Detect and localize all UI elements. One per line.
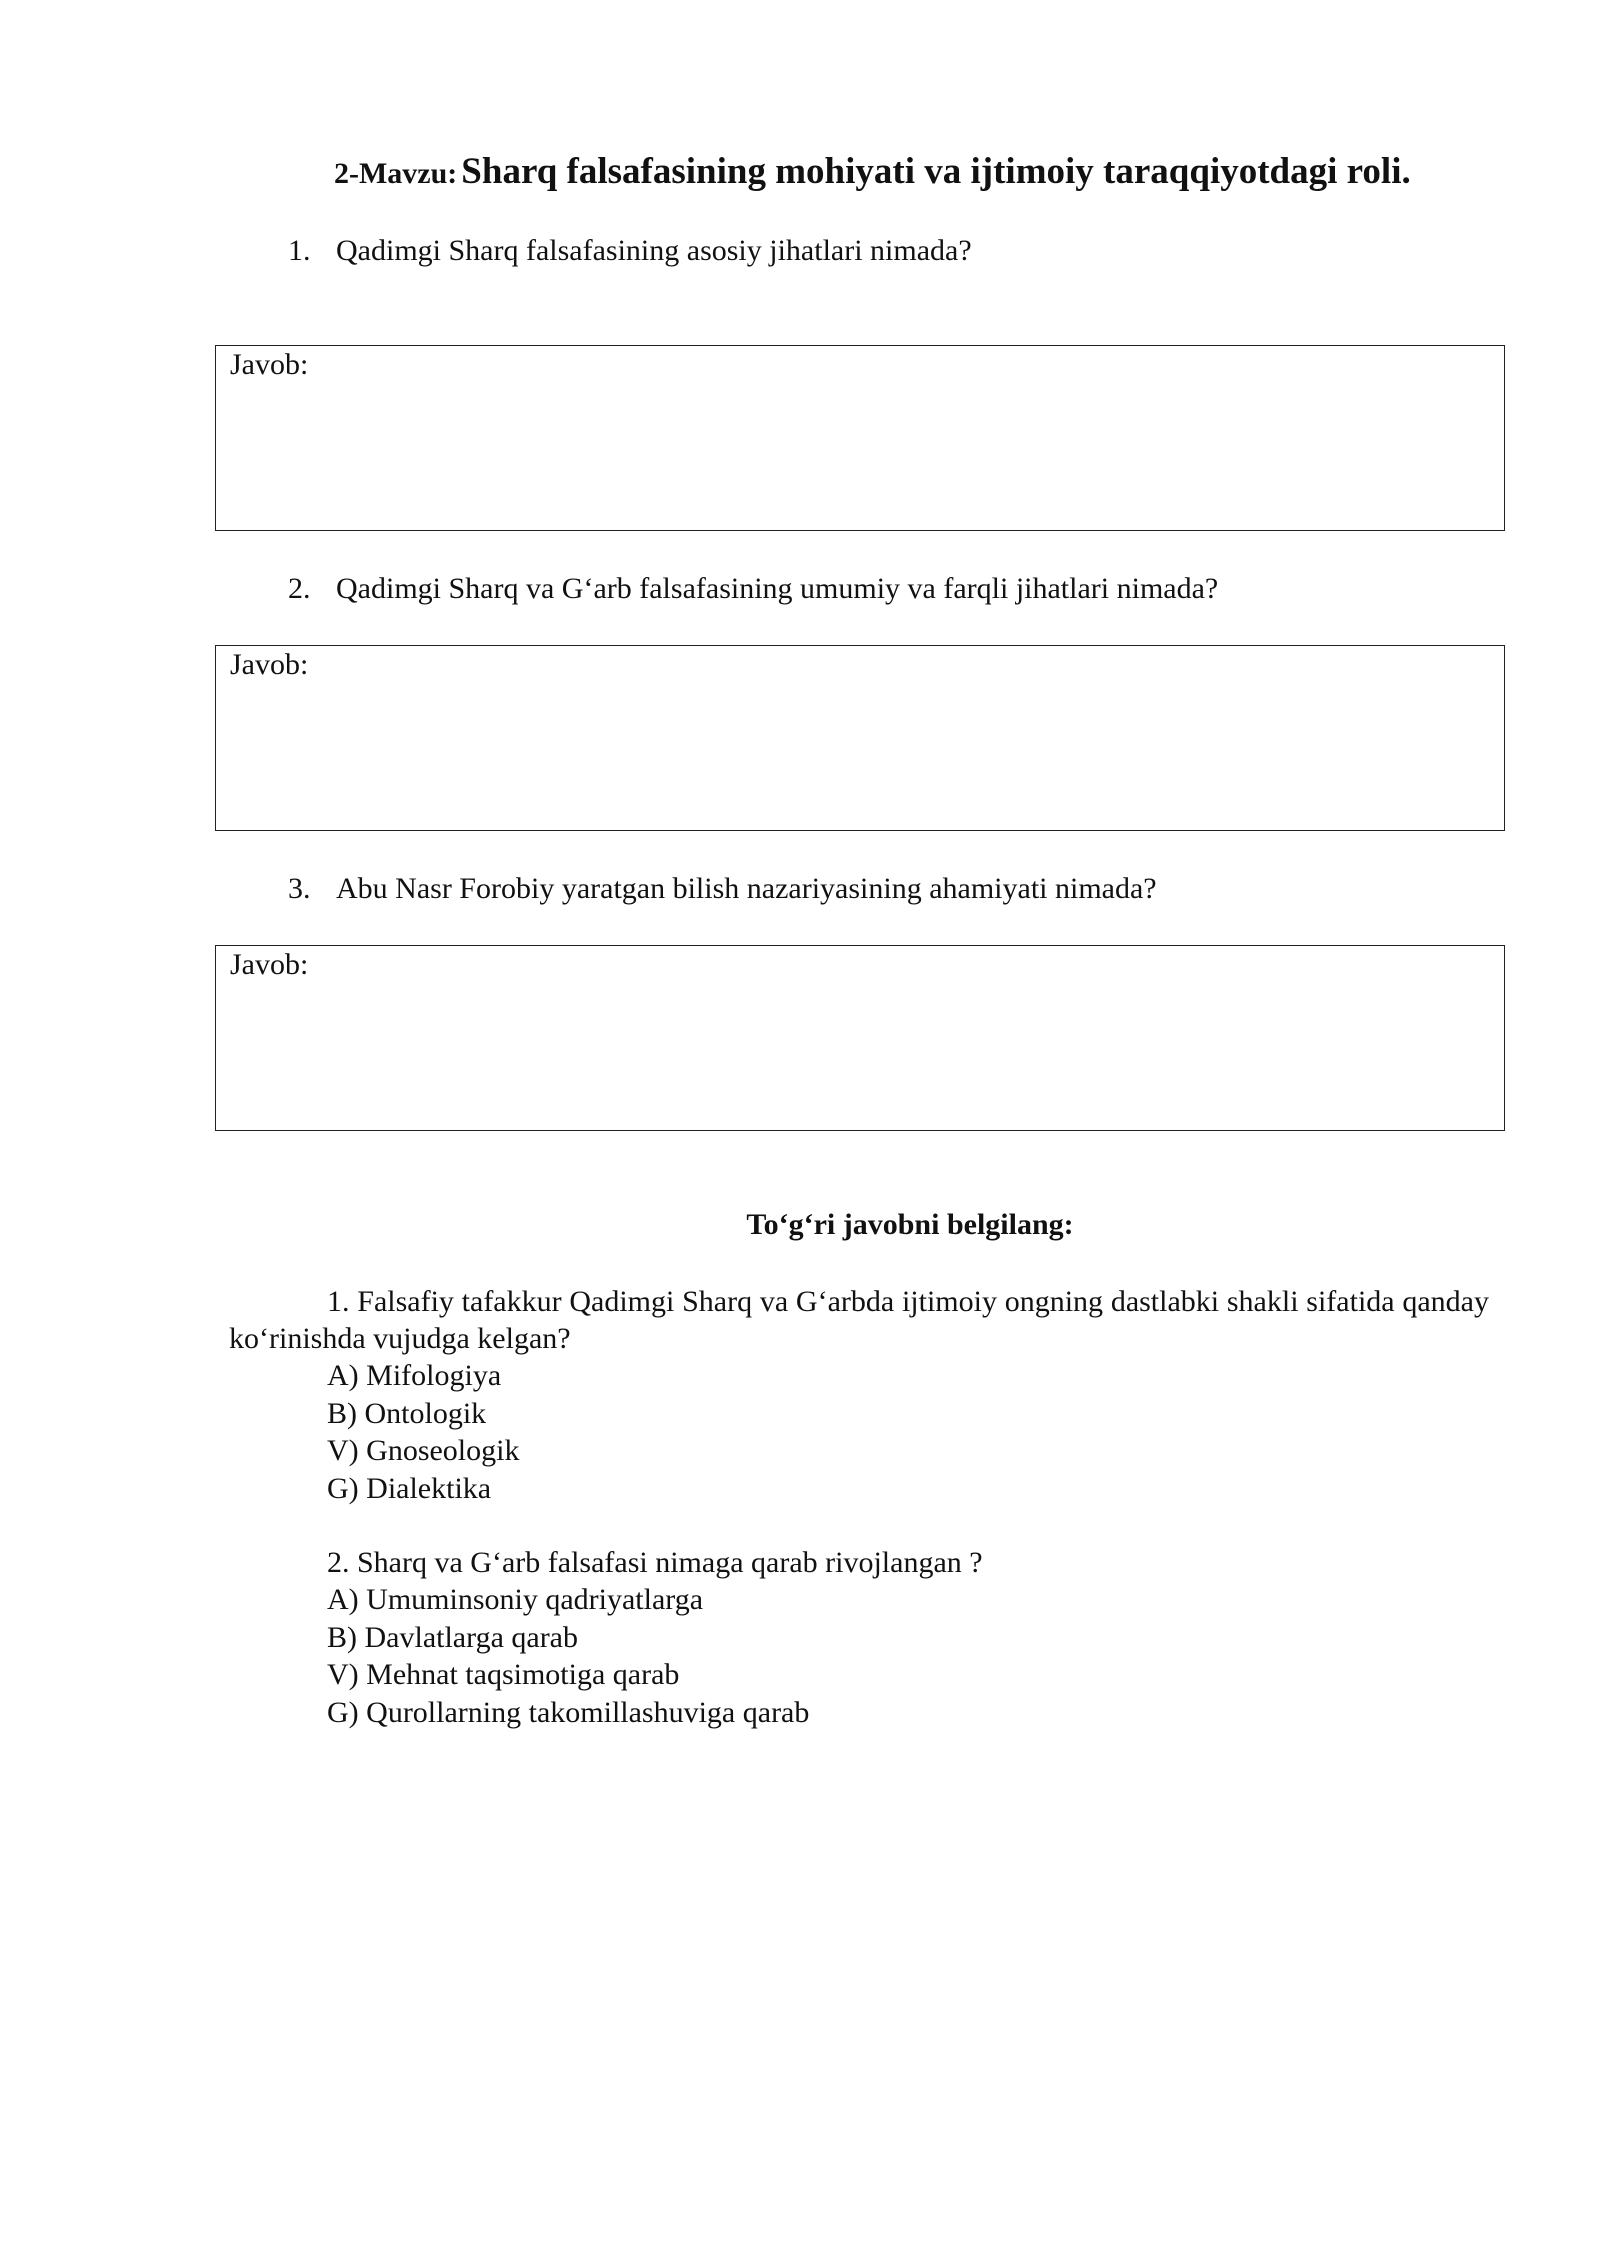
mcq-option[interactable]: A) Mifologiya (327, 1359, 502, 1392)
open-question-2 (288, 572, 1218, 606)
test-section-title: To‘g‘ri javobni belgilang: (746, 1208, 1074, 1241)
question-number: 1. (288, 234, 311, 267)
open-question-1 (288, 234, 972, 268)
topic-number: 2-Mavzu: (334, 157, 458, 190)
topic-heading (334, 150, 1411, 193)
mcq-stem-1: 1. Falsafiy tafakkur Qadimgi Sharq va G‘arbda ijtimoiy ongning dastlabki shakli sifatida qanday ko‘rinishda vujudga kelgan? (229, 1285, 1489, 1355)
mcq-option[interactable]: G) Dialektika (327, 1471, 492, 1505)
mcq-option[interactable]: B) Ontologik (327, 1396, 487, 1430)
answer-box-3[interactable] (215, 945, 1505, 1131)
question-text: Abu Nasr Forobiy yaratgan bilish nazariyasining ahamiyati nimada? (336, 872, 1157, 905)
answer-label: Javob: (230, 348, 309, 381)
answer-box-2[interactable] (215, 645, 1505, 831)
question-text: Qadimgi Sharq falsafasining asosiy jihatlari nimada? (336, 234, 972, 267)
answer-label: Javob: (230, 648, 309, 681)
question-text: Qadimgi Sharq va G‘arb falsafasining umumiy va farqli jihatlari nimada? (336, 572, 1219, 605)
mcq-option[interactable]: B) Davlatlarga qarab (327, 1620, 579, 1654)
answer-box-1[interactable] (215, 345, 1505, 531)
mcq-stem-2: 2. Sharq va G‘arb falsafasi nimaga qarab rivojlangan ? (327, 1546, 983, 1579)
mcq-option[interactable]: G) Qurollarning takomillashuviga qarab (327, 1695, 810, 1729)
question-number: 3. (288, 872, 311, 905)
answer-label: Javob: (230, 948, 309, 981)
question-number: 2. (288, 572, 311, 605)
mcq-option[interactable]: V) Gnoseologik (327, 1434, 520, 1467)
open-question-3 (288, 872, 1157, 906)
topic-title: Sharq falsafasining mohiyati va ijtimoiy taraqqiyotdagi roli. (461, 151, 1411, 192)
mcq-option[interactable]: A) Umuminsoniy qadriyatlarga (327, 1583, 704, 1616)
mcq-options-1 (327, 1357, 519, 1507)
mcq-option[interactable]: V) Mehnat taqsimotiga qarab (327, 1658, 680, 1691)
mcq-options-2 (327, 1581, 809, 1731)
